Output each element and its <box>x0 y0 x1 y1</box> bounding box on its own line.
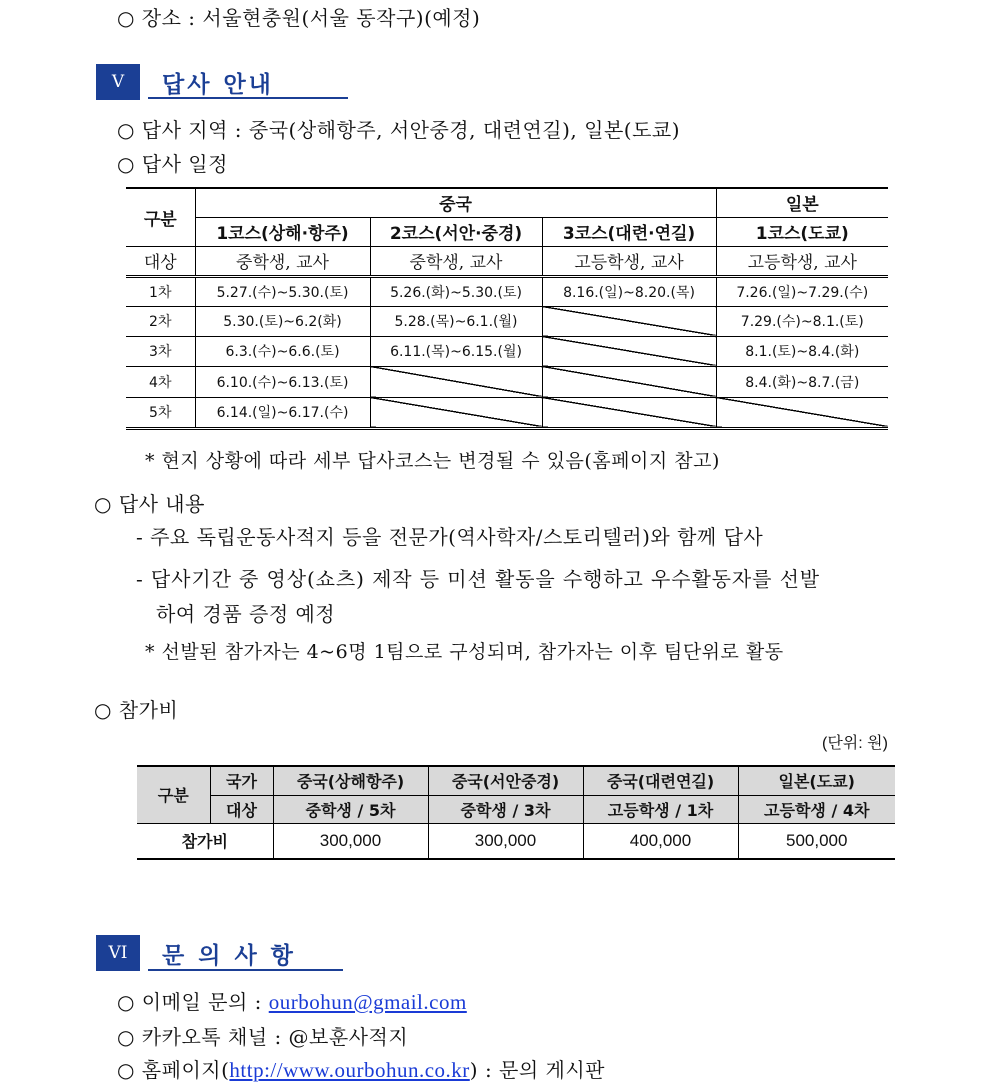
empty-cell <box>370 397 542 428</box>
section-title: 답사 안내 <box>162 72 274 98</box>
target-header: 중학생 / 5차 <box>273 795 428 823</box>
country-header: 일본(도쿄) <box>738 766 895 795</box>
section-number-box: V <box>96 64 140 100</box>
empty-cell <box>542 366 716 397</box>
fee-amount: 300,000 <box>428 823 583 859</box>
target-cell: 중학생, 교사 <box>195 246 370 276</box>
table-row <box>126 276 888 306</box>
china-header: 중국 <box>195 188 716 217</box>
email-line <box>117 986 467 1015</box>
table-row <box>126 336 888 366</box>
content-item: - 답사기간 중 영상(쇼츠) 제작 등 미션 활동을 수행하고 우수활동자를 선발 <box>136 567 821 591</box>
date-cell: 8.16.(일)~8.20.(목) <box>542 276 716 306</box>
round-label: 2차 <box>126 306 195 336</box>
fee-table <box>137 765 895 860</box>
date-cell: 8.4.(화)~8.7.(금) <box>716 366 888 397</box>
kakao-line: ○ 카카오톡 채널 : @보훈사적지 <box>117 1025 409 1049</box>
content-item-continued: 하여 경품 증정 예정 <box>156 602 336 626</box>
venue-line: ○ 장소 : 서울현충원(서울 동작구)(예정) <box>117 6 481 30</box>
fee-amount: 300,000 <box>273 823 428 859</box>
round-label: 5차 <box>126 397 195 428</box>
content-item: - 주요 독립운동사적지 등을 전문가(역사학자/스토리텔러)와 함께 답사 <box>136 525 764 549</box>
country-header: 중국(상해항주) <box>273 766 428 795</box>
fee-amount: 400,000 <box>583 823 738 859</box>
country-label: 국가 <box>210 766 273 795</box>
round-label: 4차 <box>126 366 195 397</box>
date-cell: 8.1.(토)~8.4.(화) <box>716 336 888 366</box>
email-link[interactable]: ourbohun@gmail.com <box>268 990 467 1014</box>
content-heading: ○ 답사 내용 <box>94 492 205 516</box>
target-cell: 고등학생, 교사 <box>716 246 888 276</box>
region-line: ○ 답사 지역 : 중국(상해항주, 서안중경, 대련연길), 일본(도쿄) <box>117 118 681 142</box>
course-header: 1코스(도쿄) <box>716 217 888 246</box>
target-header: 중학생 / 3차 <box>428 795 583 823</box>
country-header: 중국(대련연길) <box>583 766 738 795</box>
course-header: 3코스(대련·연길) <box>542 217 716 246</box>
empty-cell <box>542 397 716 428</box>
section-title-underline <box>148 969 343 971</box>
table-row <box>126 306 888 336</box>
table-row <box>126 397 888 428</box>
homepage-line <box>117 1054 605 1083</box>
section-number-box: VI <box>96 935 140 971</box>
date-cell: 6.14.(일)~6.17.(수) <box>195 397 370 428</box>
fee-amount: 500,000 <box>738 823 895 859</box>
fee-group-label: 구분 <box>137 766 210 823</box>
date-cell: 6.11.(목)~6.15.(월) <box>370 336 542 366</box>
course-header: 2코스(서안·중경) <box>370 217 542 246</box>
date-cell: 5.26.(화)~5.30.(토) <box>370 276 542 306</box>
date-cell: 5.28.(목)~6.1.(월) <box>370 306 542 336</box>
empty-cell <box>716 397 888 428</box>
target-label: 대상 <box>126 246 195 276</box>
date-cell: 5.30.(토)~6.2(화) <box>195 306 370 336</box>
round-label: 3차 <box>126 336 195 366</box>
date-cell: 5.27.(수)~5.30.(토) <box>195 276 370 306</box>
target-cell: 고등학생, 교사 <box>542 246 716 276</box>
country-header: 중국(서안중경) <box>428 766 583 795</box>
fee-heading: ○ 참가비 <box>94 698 179 722</box>
email-prefix: ○ 이메일 문의 : <box>117 990 269 1014</box>
schedule-note: * 현지 상황에 따라 세부 답사코스는 변경될 수 있음(홈페이지 참고) <box>145 450 720 472</box>
section-title: 문 의 사 항 <box>162 943 296 969</box>
date-cell: 6.10.(수)~6.13.(토) <box>195 366 370 397</box>
target-cell: 중학생, 교사 <box>370 246 542 276</box>
schedule-table <box>126 187 888 430</box>
japan-header: 일본 <box>716 188 888 217</box>
course-header: 1코스(상해·항주) <box>195 217 370 246</box>
table-row <box>126 366 888 397</box>
section-title-underline <box>148 97 348 99</box>
target-header: 고등학생 / 1차 <box>583 795 738 823</box>
fee-unit: (단위: 원) <box>822 735 888 752</box>
col-group-label: 구분 <box>126 188 195 246</box>
round-label: 1차 <box>126 276 195 306</box>
fee-label: 참가비 <box>137 823 273 859</box>
content-note: * 선발된 참가자는 4~6명 1팀으로 구성되며, 참가자는 이후 팀단위로 활동 <box>145 641 784 663</box>
target-label: 대상 <box>210 795 273 823</box>
homepage-prefix: ○ 홈페이지( <box>117 1058 230 1082</box>
target-header: 고등학생 / 4차 <box>738 795 895 823</box>
empty-cell <box>542 306 716 336</box>
homepage-suffix: ) : 문의 게시판 <box>469 1058 605 1082</box>
date-cell: 6.3.(수)~6.6.(토) <box>195 336 370 366</box>
date-cell: 7.26.(일)~7.29.(수) <box>716 276 888 306</box>
empty-cell <box>542 336 716 366</box>
date-cell: 7.29.(수)~8.1.(토) <box>716 306 888 336</box>
empty-cell <box>370 366 542 397</box>
schedule-heading: ○ 답사 일정 <box>117 152 228 176</box>
homepage-link[interactable]: http://www.ourbohun.co.kr <box>229 1058 470 1082</box>
